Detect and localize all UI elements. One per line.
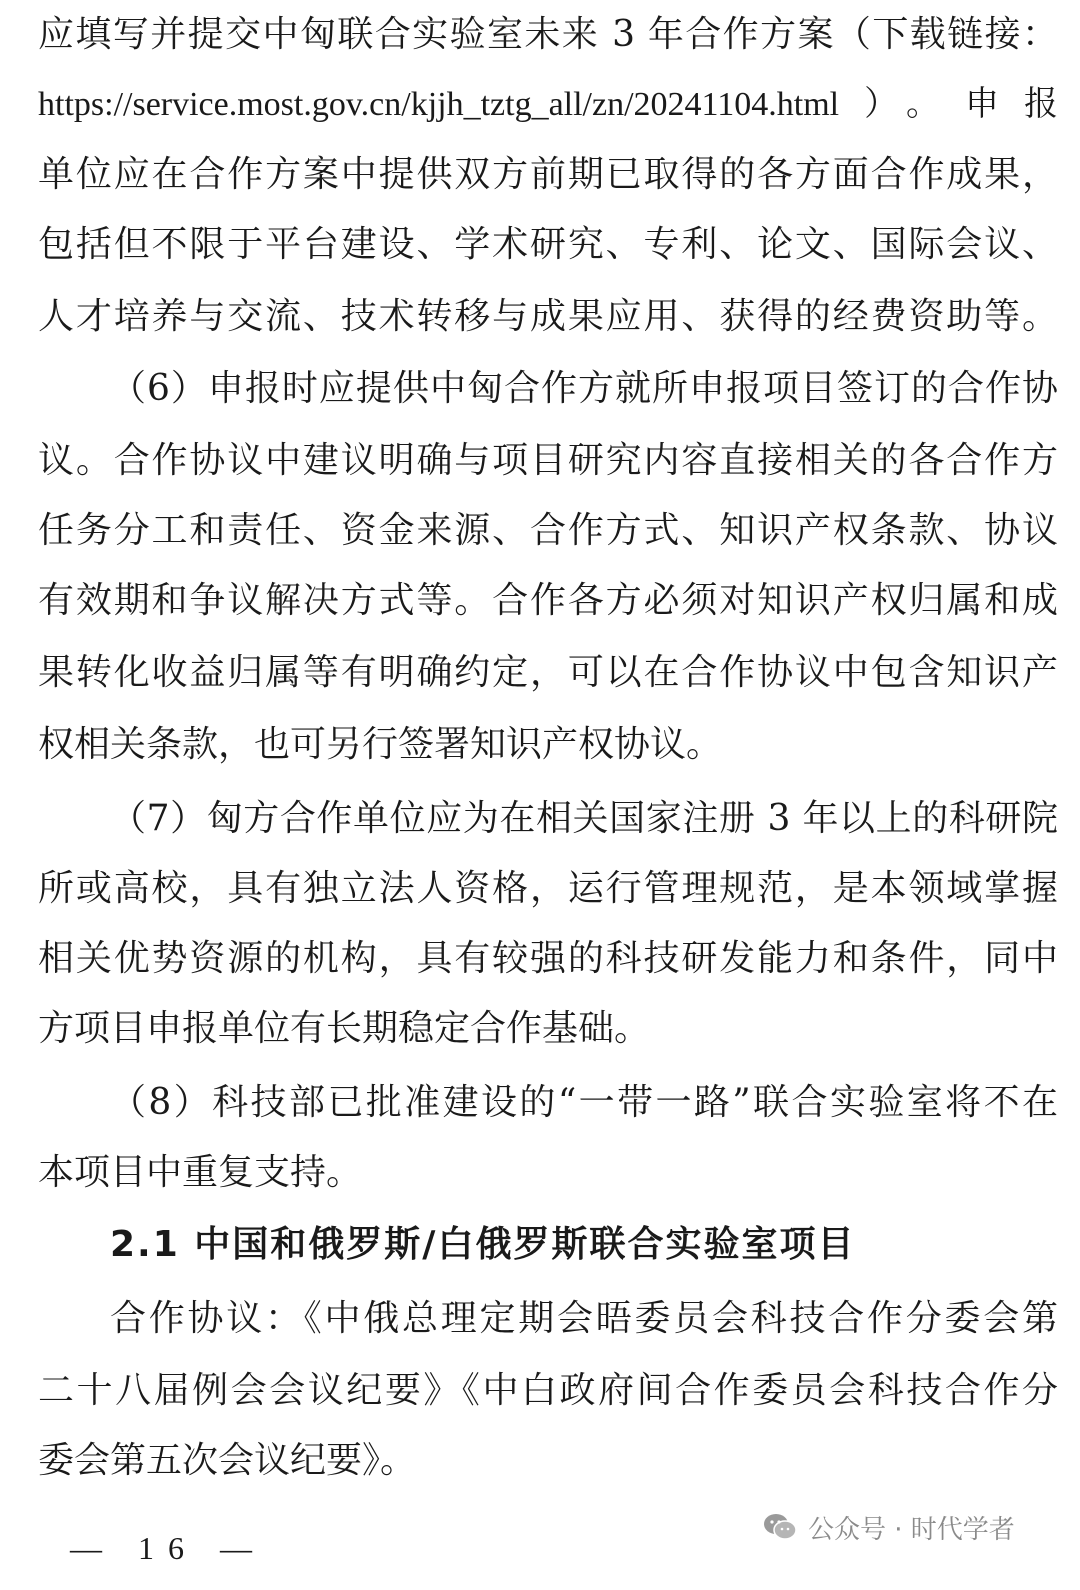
body-line: 二十八届例会会议纪要》《中白政府间合作委员会科技合作分 bbox=[38, 1370, 1058, 1411]
wechat-watermark bbox=[762, 1505, 1015, 1549]
body-line: 任务分工和责任、资金来源、合作方式、知识产权条款、协议 bbox=[38, 510, 1058, 551]
body-line: 方项目申报单位有长期稳定合作基础。 bbox=[38, 1008, 651, 1049]
body-line: 委会第五次会议纪要》。 bbox=[38, 1440, 417, 1481]
paragraph-6-start: （6）申报时应提供中匈合作方就所申报项目签订的合作协 bbox=[110, 368, 1058, 409]
body-line: 本项目中重复支持。 bbox=[38, 1152, 363, 1193]
body-line: 包括但不限于平台建设、学术研究、专利、论文、国际会议、 bbox=[38, 224, 1058, 265]
body-line: 相关优势资源的机构，具有较强的科技研发能力和条件，同中 bbox=[38, 938, 1058, 979]
body-line-url: https://service.most.gov.cn/kjjh_tztg_all/zn/20241104.html）。申报 bbox=[38, 86, 1058, 123]
watermark-text: 公众号 · 时代学者 bbox=[808, 1514, 1015, 1545]
section-heading: 2.1 中国和俄罗斯/白俄罗斯联合实验室项目 bbox=[110, 1224, 856, 1265]
body-line: 人才培养与交流、技术转移与成果应用、获得的经费资助等。 bbox=[38, 296, 1058, 337]
body-line: 议。合作协议中建议明确与项目研究内容直接相关的各合作方 bbox=[38, 440, 1058, 481]
body-line: 单位应在合作方案中提供双方前期已取得的各方面合作成果， bbox=[38, 154, 1058, 195]
body-line: 果转化收益归属等有明确约定，可以在合作协议中包含知识产 bbox=[38, 652, 1058, 693]
section-paragraph-start: 合作协议：《中俄总理定期会晤委员会科技合作分委会第 bbox=[110, 1298, 1058, 1339]
paragraph-8-start: （8）科技部已批准建设的“一带一路”联合实验室将不在 bbox=[110, 1082, 1058, 1123]
paragraph-7-start: （7）匈方合作单位应为在相关国家注册 3 年以上的科研院 bbox=[110, 798, 1058, 839]
page-number: — 16 — bbox=[70, 1530, 266, 1566]
body-line: 权相关条款，也可另行签署知识产权协议。 bbox=[38, 724, 723, 765]
wechat-icon bbox=[762, 1512, 798, 1542]
body-line: 应填写并提交中匈联合实验室未来 3 年合作方案（下载链接： bbox=[38, 14, 1058, 55]
body-line: 有效期和争议解决方式等。合作各方必须对知识产权归属和成 bbox=[38, 580, 1058, 621]
body-line: 所或高校，具有独立法人资格，运行管理规范，是本领域掌握 bbox=[38, 868, 1058, 909]
